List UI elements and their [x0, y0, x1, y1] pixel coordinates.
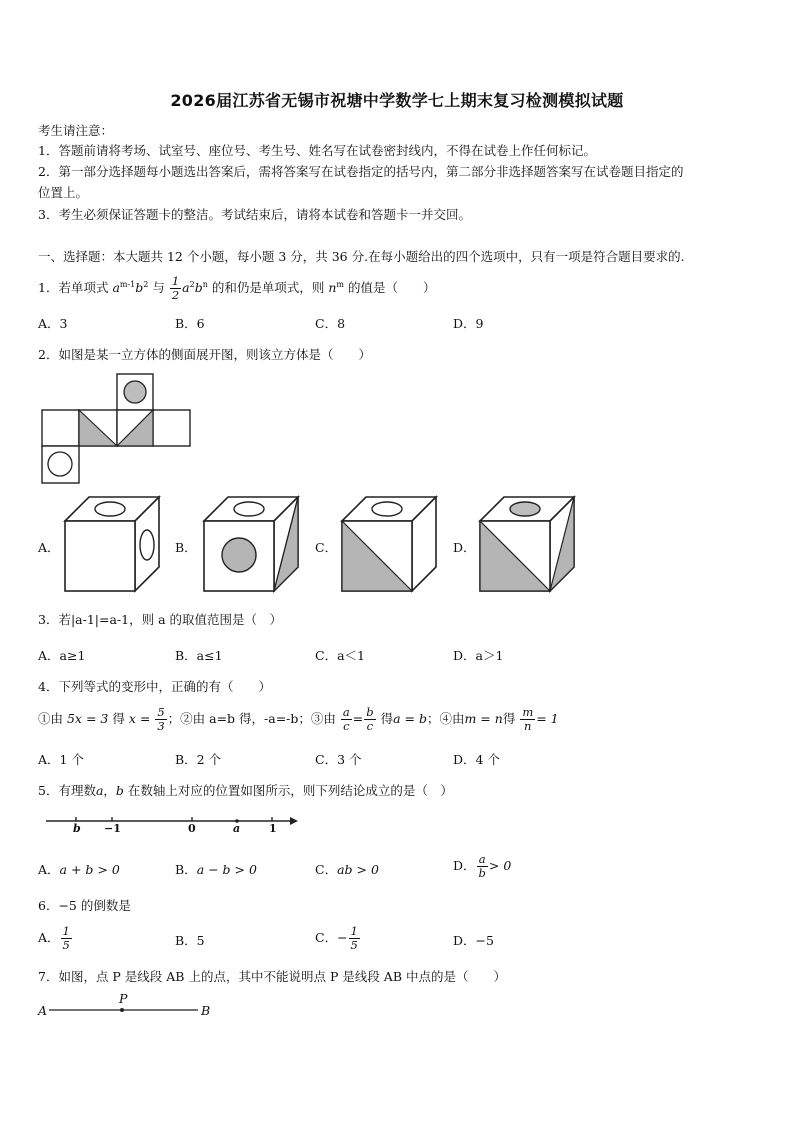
fraction-1-5: $\frac{1}{5}$ — [62, 923, 70, 952]
q6-option-c[interactable]: C．− $\frac{1}{5}$ — [315, 923, 358, 952]
q5-option-b[interactable]: B．a − b > 0 — [175, 862, 257, 877]
notice-item-1: 1．答题前请将考场、试室号、座位号、考生号、姓名写在试卷密封线内，不得在试卷上作任何标记。 — [38, 143, 596, 158]
q6-option-b[interactable]: B．5 — [175, 933, 205, 948]
axis-label-a: a — [233, 822, 241, 835]
notice-item-2: 2．第一部分选择题每小题选出答案后，需将答案写在试卷指定的括号内，第二部分非选择题答案写在试卷题目指定的 — [38, 164, 684, 179]
section-heading: 一、选择题：本大题共 12 个小题，每小题 3 分，共 36 分.在每小题给出的四个选项中，只有一项是符合题目要求的. — [38, 249, 685, 264]
question-7: 7．如图，点 P 是线段 AB 上的点，其中不能说明点 P 是线段 AB 中点的是（ ） — [38, 969, 506, 984]
q4-option-a[interactable]: A．1 个 — [38, 752, 84, 767]
number-line-figure — [46, 812, 298, 838]
q1-option-c[interactable]: C．8 — [315, 316, 346, 331]
q5-option-a[interactable]: A．a + b > 0 — [38, 862, 120, 877]
net-shaded-circle — [124, 381, 146, 403]
question-6: 6．−5 的倒数是 — [38, 898, 131, 913]
fraction-m-n: $\frac{m}{n}$ — [522, 704, 534, 733]
fraction-b-c: $\frac{b}{c}$ — [366, 704, 374, 733]
q3-option-b[interactable]: B．a≤1 — [175, 648, 223, 663]
q2-option-c[interactable]: C． — [315, 540, 338, 555]
fraction-5-3: $\frac{5}{3}$ — [157, 704, 165, 733]
question-5: 5．有理数a，b 在数轴上对应的位置如图所示，则下列结论成立的是（ ） — [38, 783, 453, 798]
q1-option-a[interactable]: A．3 — [38, 316, 68, 331]
axis-label-0: 0 — [188, 822, 196, 835]
question-4-statements: ①由 5x = 3 得 x = $\frac{5}{3}$ ；②由 a=b 得，-a=-b；③由 $\frac{a}{c}$ = $\frac{b}{c}$ 得a = b；④由m = n得 $\frac{m}{n}$ = 1 — [38, 704, 559, 733]
cube-c-figure[interactable] — [340, 495, 440, 595]
question-3: 3．若|a-1|=a-1，则 a 的取值范围是（ ） — [38, 612, 283, 627]
q3-option-c[interactable]: C．a＜1 — [315, 648, 365, 663]
fraction-a-b: $\frac{a}{b}$ — [478, 851, 486, 880]
q4-option-c[interactable]: C．3 个 — [315, 752, 362, 767]
notice-item-2-cont: 位置上。 — [38, 185, 89, 200]
q2-option-d[interactable]: D． — [453, 540, 476, 555]
segment-ab-figure — [49, 1006, 199, 1016]
notice-heading: 考生请注意： — [38, 123, 114, 138]
net-empty-circle — [48, 452, 72, 476]
question-4: 4．下列等式的变形中，正确的有（ ） — [38, 679, 271, 694]
q1-option-b[interactable]: B．6 — [175, 316, 205, 331]
q6-option-d[interactable]: D．−5 — [453, 933, 494, 948]
q1-option-d[interactable]: D．9 — [453, 316, 484, 331]
cube-net-figure — [40, 373, 200, 485]
cube-a-figure[interactable] — [63, 495, 163, 595]
question-1: 1．若单项式 $a^{m-1}b^2$ 与 $\frac{1}{2}$ $a^2b^n$ 的和仍是单项式，则 $n^m$ 的值是（ ） — [38, 273, 436, 303]
number-line-arrow — [290, 817, 298, 825]
cube-b-figure[interactable] — [202, 495, 302, 595]
axis-label-neg1: −1 — [104, 822, 121, 835]
fraction-a-c: $\frac{a}{c}$ — [342, 704, 350, 733]
point-p — [120, 1008, 124, 1012]
q5-option-c[interactable]: C．ab > 0 — [315, 862, 379, 877]
q5-option-d[interactable]: D． $\frac{a}{b}$ > 0 — [453, 851, 512, 880]
fraction-half: $\frac{1}{2}$ — [171, 273, 180, 303]
q3-option-a[interactable]: A．a≥1 — [38, 648, 86, 663]
net-face-4 — [153, 410, 190, 446]
q6-option-a[interactable]: A． $\frac{1}{5}$ — [38, 923, 70, 952]
question-2: 2．如图是某一立方体的侧面展开图，则该立方体是（ ） — [38, 347, 371, 362]
q4-option-d[interactable]: D．4 个 — [453, 752, 500, 767]
label-a: A — [38, 1003, 48, 1018]
cube-d-figure[interactable] — [478, 495, 578, 595]
net-face-1 — [42, 410, 79, 446]
page-title: 2026届江苏省无锡市祝塘中学数学七上期末复习检测模拟试题 — [170, 91, 624, 110]
label-b: B — [201, 1003, 211, 1018]
axis-label-b: b — [73, 822, 81, 835]
q2-option-a[interactable]: A． — [38, 540, 60, 555]
fraction-neg-1-5: $\frac{1}{5}$ — [350, 923, 358, 952]
axis-label-1: 1 — [269, 822, 277, 835]
notice-item-3: 3．考生必须保证答题卡的整洁。考试结束后，请将本试卷和答题卡一并交回。 — [38, 207, 471, 222]
label-p: P — [119, 991, 128, 1006]
q4-option-b[interactable]: B．2 个 — [175, 752, 222, 767]
q2-option-b[interactable]: B． — [175, 540, 197, 555]
q3-option-d[interactable]: D．a＞1 — [453, 648, 504, 663]
